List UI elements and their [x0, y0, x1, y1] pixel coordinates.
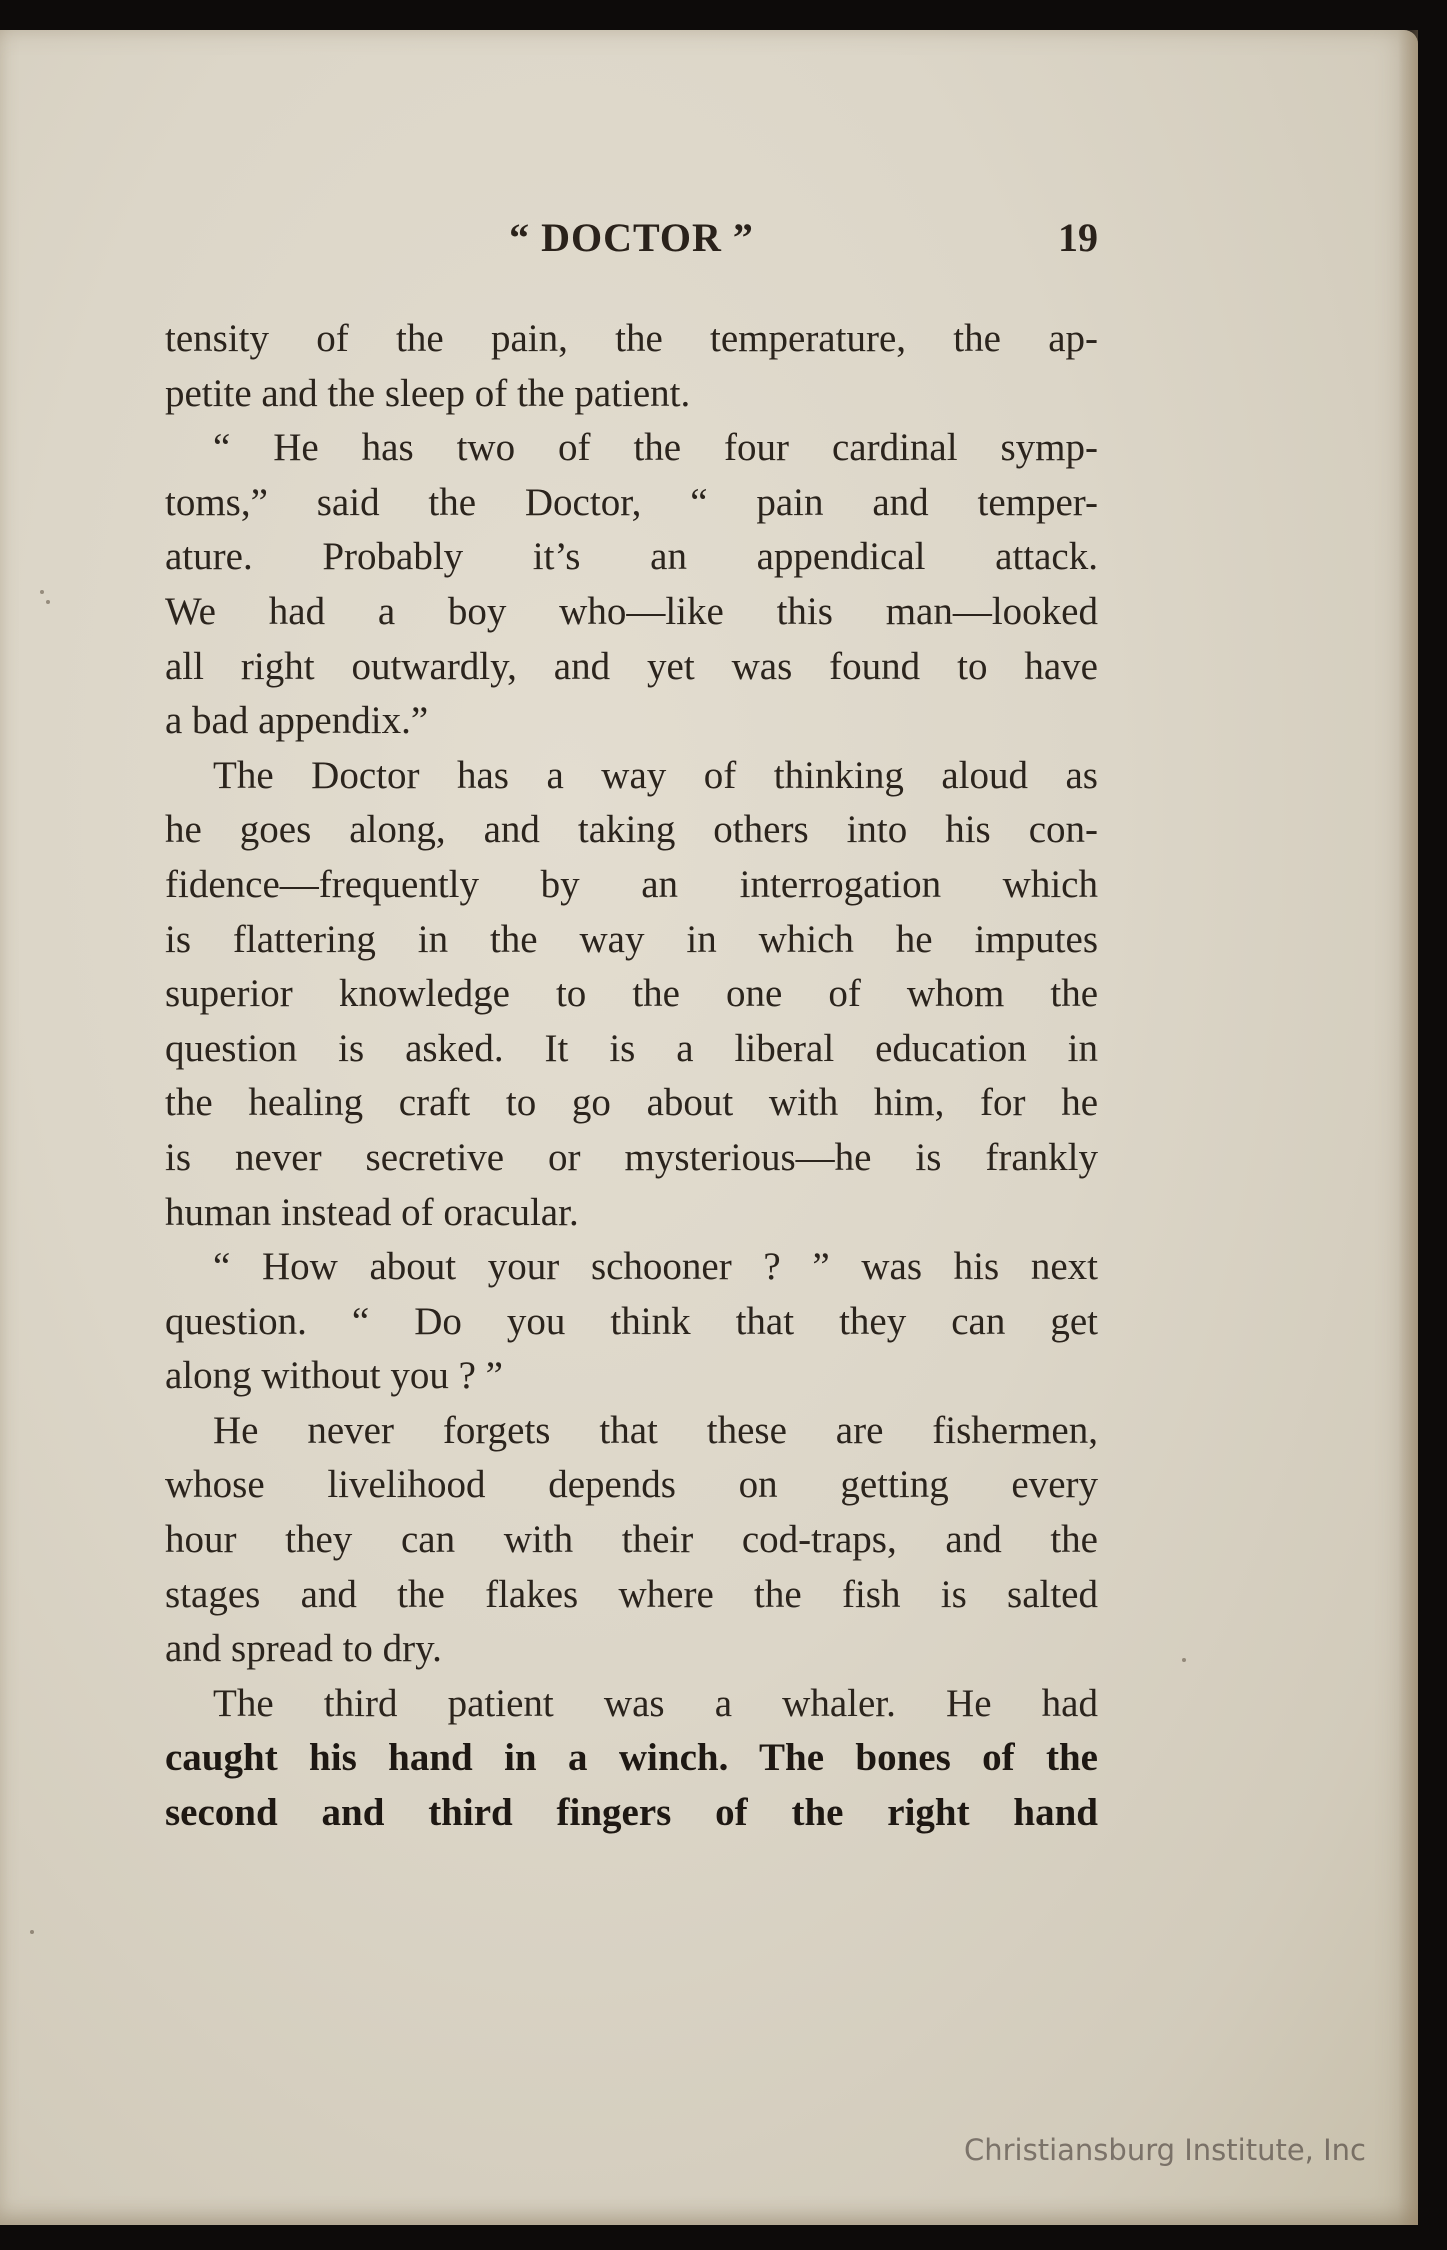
paper-speck	[46, 600, 50, 604]
paragraph	[165, 421, 1098, 749]
paragraph	[165, 749, 1098, 1240]
text-line: tensity of the pain, the temperature, the ap-	[165, 317, 1098, 360]
text-line: fidence—frequently by an interrogation which	[165, 862, 1098, 906]
watermark: Christiansburg Institute, Inc	[964, 2133, 1366, 2167]
text-line: whose livelihood depends on getting every	[165, 1463, 1098, 1507]
text-line: hour they can with their cod-traps, and the	[165, 1518, 1098, 1562]
paper-speck	[1182, 1658, 1186, 1662]
text-line: he goes along, and taking others into his con-	[165, 808, 1098, 852]
text-line: question. “ Do you think that they can get	[165, 1299, 1098, 1343]
page-number: 19	[1058, 215, 1098, 260]
text-line: along without you ? ”	[165, 1354, 503, 1398]
text-line: second and third fingers of the right hand	[165, 1791, 1098, 1835]
text-line: caught his hand in a winch. The bones of the	[165, 1736, 1098, 1780]
text-line: petite and the sleep of the patient.	[165, 371, 691, 415]
paragraph	[165, 1677, 1098, 1841]
text-line: superior knowledge to the one of whom the	[165, 972, 1098, 1016]
body-text	[165, 312, 1098, 1841]
text-line: human instead of oracular.	[165, 1190, 579, 1234]
text-line: “ How about your schooner ? ” was his next	[213, 1245, 1098, 1289]
text-line: the healing craft to go about with him, for he	[165, 1081, 1098, 1125]
paper-speck	[40, 590, 44, 594]
text-line: We had a boy who—like this man—looked	[165, 589, 1098, 633]
paragraph	[165, 1404, 1098, 1677]
running-head	[165, 208, 1098, 268]
text-line: He never forgets that these are fishermen,	[213, 1408, 1098, 1452]
text-line: The Doctor has a way of thinking aloud as	[213, 753, 1098, 797]
text-line: all right outwardly, and yet was found to have	[165, 644, 1098, 688]
running-title: “ DOCTOR ”	[509, 215, 754, 260]
text-line: “ He has two of the four cardinal symp-	[213, 426, 1098, 470]
paragraph	[165, 1240, 1098, 1404]
text-line: The third patient was a whaler. He had	[213, 1681, 1098, 1725]
page-edge-shadow	[1398, 30, 1418, 2225]
text-line: is flattering in the way in which he imputes	[165, 917, 1098, 961]
text-line: toms,” said the Doctor, “ pain and temper-	[165, 480, 1098, 524]
text-line: stages and the flakes where the fish is salted	[165, 1572, 1098, 1616]
text-line: is never secretive or mysterious—he is frankly	[165, 1135, 1098, 1179]
paragraph	[165, 312, 1098, 421]
text-line: and spread to dry.	[165, 1627, 442, 1671]
paper-speck	[30, 1930, 34, 1934]
text-line: question is asked. It is a liberal education in	[165, 1026, 1098, 1070]
text-line: a bad appendix.”	[165, 699, 429, 743]
book-page	[0, 30, 1418, 2225]
text-line: ature. Probably it’s an appendical attack.	[165, 535, 1098, 579]
